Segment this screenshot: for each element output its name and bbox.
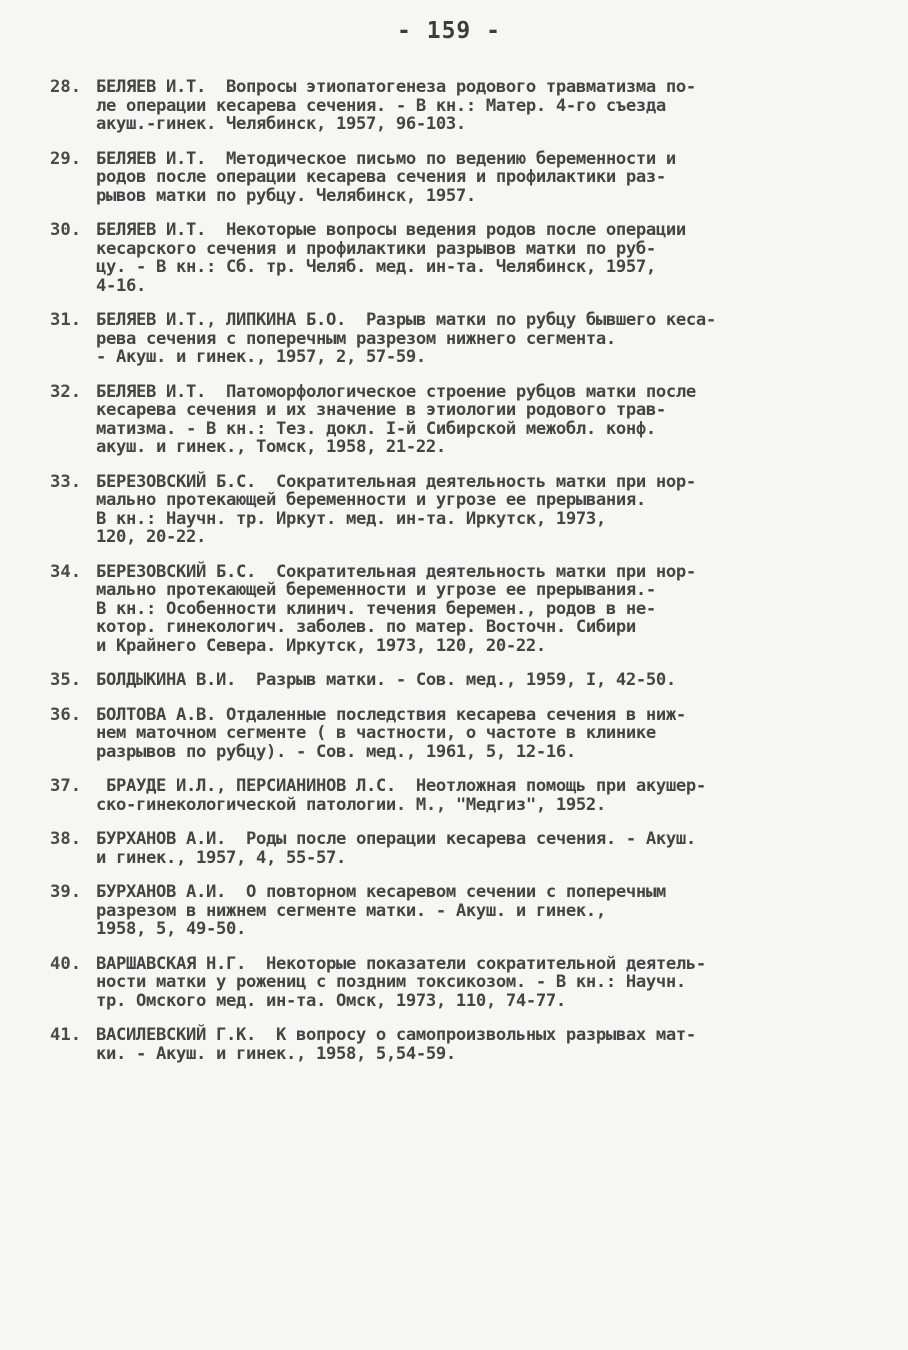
entry-text: БЕЛЯЕВ И.Т., ЛИПКИНА Б.О. Разрыв матки по рубцу бывшего кеса- рева сечения с поперечным разрезом нижнего сегмента. - Акуш. и гинек., 1957, 2, 57-59. bbox=[96, 310, 716, 367]
bibliography-entry bbox=[50, 150, 848, 206]
entry-number: 41. bbox=[50, 1025, 82, 1045]
entry-number: 33. bbox=[50, 471, 82, 492]
entry-number: 38. bbox=[50, 829, 82, 849]
page-number: - 159 - bbox=[397, 18, 501, 44]
bibliography-entry bbox=[50, 777, 848, 814]
entry-number: 40. bbox=[50, 953, 82, 974]
bibliography-entry bbox=[50, 830, 848, 867]
bibliography-entry bbox=[50, 383, 848, 457]
entry-number: 29. bbox=[50, 148, 82, 169]
bibliography-entry bbox=[50, 473, 848, 547]
entry-number: 32. bbox=[50, 381, 82, 402]
entry-number: 36. bbox=[50, 704, 82, 725]
bibliography-entry bbox=[50, 221, 848, 295]
bibliography-entry bbox=[50, 311, 848, 367]
entry-number: 30. bbox=[50, 220, 82, 240]
entry-text: БОЛДЫКИНА В.И. Разрыв матки. - Сов. мед., 1959, I, 42-50. bbox=[96, 670, 676, 690]
entry-text: ВАСИЛЕВСКИЙ Г.К. К вопросу о самопроизвольных разрывах мат- ки. - Акуш. и гинек., 1958, 5,54-59. bbox=[96, 1025, 696, 1064]
entry-number: 31. bbox=[50, 310, 82, 330]
bibliography-entry bbox=[50, 883, 848, 939]
entry-number: 39. bbox=[50, 882, 82, 902]
entry-text: БУРХАНОВ А.И. Роды после операции кесарева сечения. - Акуш. и гинек., 1957, 4, 55-57. bbox=[96, 829, 696, 868]
entry-text: БЕЛЯЕВ И.Т. Патоморфологическое строение рубцов матки после кесарева сечения и их значение в этиологии родового трав- матизма. - В кн.: Тез. докл. I-й Сибирской межобл. конф. акуш. и гинек., Томск, 1958, 21-22. bbox=[96, 381, 696, 457]
entry-text: БЕРЕЗОВСКИЙ Б.С. Сократительная деятельность матки при нор- мально протекающей беременности и угрозе ее прерывания. В кн.: Научн. тр. Иркут. мед. ин-та. Иркутск, 1973, 120, 20-22. bbox=[96, 471, 696, 547]
bibliography-entry bbox=[50, 563, 848, 656]
bibliography-entry bbox=[50, 706, 848, 762]
entry-number: 35. bbox=[50, 670, 82, 690]
entry-number: 37. bbox=[50, 776, 82, 796]
entry-text: БЕЛЯЕВ И.Т. Вопросы этиопатогенеза родового травматизма по- ле операции кесарева сечения. - В кн.: Матер. 4-го съезда акуш.-гинек. Челябинск, 1957, 96-103. bbox=[96, 77, 696, 134]
bibliography-entry bbox=[50, 1026, 848, 1063]
entry-number: 34. bbox=[50, 561, 82, 582]
entry-number: 28. bbox=[50, 77, 82, 97]
entry-text: БЕРЕЗОВСКИЙ Б.С. Сократительная деятельность матки при нор- мально протекающей беременности и угрозе ее прерывания.- В кн.: Особенности клинич. течения беремен., родов в не- котор. гинекологич. заболев. по матер. Восточн. Сибири и Крайнего Севера. Иркутск, 1973, 120, 20-22. bbox=[96, 561, 696, 656]
entry-text: БРАУДЕ И.Л., ПЕРСИАНИНОВ Л.С. Неотложная помощь при акушер- ско-гинекологической патологии. М., "Медгиз", 1952. bbox=[96, 776, 706, 815]
bibliography-entry bbox=[50, 955, 848, 1011]
entry-text: БОЛТОВА А.В. Отдаленные последствия кесарева сечения в ниж- нем маточном сегменте ( в частности, о частоте в клинике разрывов по рубцу). - Сов. мед., 1961, 5, 12-16. bbox=[96, 704, 686, 762]
entry-text: ВАРШАВСКАЯ Н.Г. Некоторые показатели сократительной деятель- ности матки у рожениц с поздним токсикозом. - В кн.: Научн. тр. Омского мед. ин-та. Омск, 1973, 110, 74-77. bbox=[96, 953, 706, 1011]
entry-text: БУРХАНОВ А.И. О повторном кесаревом сечении с поперечным разрезом в нижнем сегменте матки. - Акуш. и гинек., 1958, 5, 49-50. bbox=[96, 882, 666, 939]
entry-text: БЕЛЯЕВ И.Т. Методическое письмо по ведению беременности и родов после операции кесарева сечения и профилактики раз- рывов матки по рубцу. Челябинск, 1957. bbox=[96, 148, 676, 206]
bibliography-entry bbox=[50, 78, 848, 134]
bibliography-entry bbox=[50, 671, 848, 690]
entry-text: БЕЛЯЕВ И.Т. Некоторые вопросы ведения родов после операции кесарского сечения и профилактики разрывов матки по руб- цу. - В кн.: Сб. тр. Челяб. мед. ин-та. Челябинск, 1957, 4-16. bbox=[96, 220, 686, 296]
